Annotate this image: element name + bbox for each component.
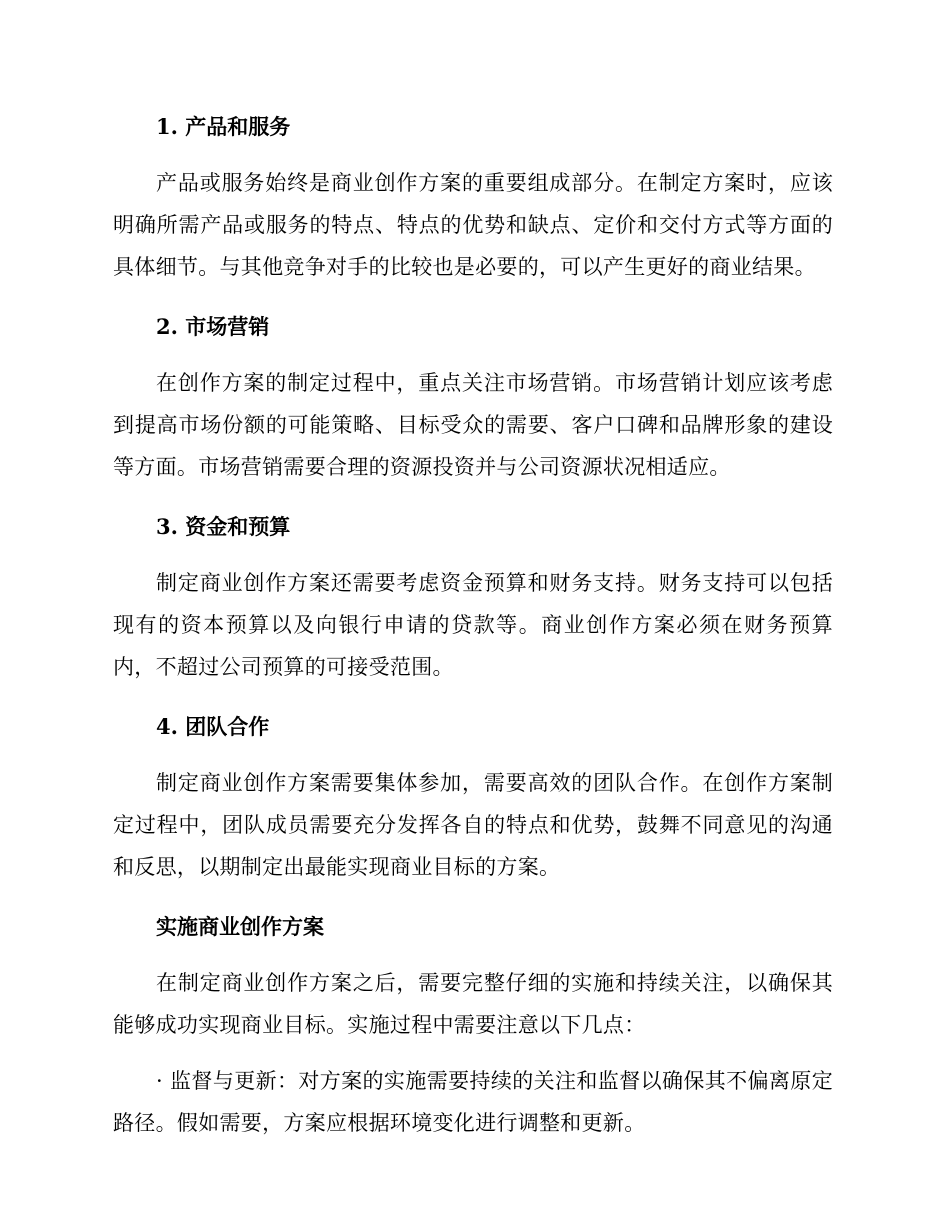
section-paragraph-marketing: 在创作方案的制定过程中，重点关注市场营销。市场营销计划应该考虑到提高市场份额的可能策略、目标受众的需要、客户口碑和品牌形象的建设等方面。市场营销需要合理的资源投资并与公司资源状况相适应。 [113, 371, 833, 479]
section-paragraph-implementation: 在制定商业创作方案之后，需要完整仔细的实施和持续关注，以确保其能够成功实现商业目标。实施过程中需要注意以下几点： [113, 971, 833, 1037]
bullet-item-monitoring: · 监督与更新：对方案的实施需要持续的关注和监督以确保其不偏离原定路径。假如需要，方案应根据环境变化进行调整和更新。 [113, 1069, 833, 1135]
section-paragraph-budget: 制定商业创作方案还需要考虑资金预算和财务支持。财务支持可以包括现有的资本预算以及向银行申请的贷款等。商业创作方案必须在财务预算内，不超过公司预算的可接受范围。 [113, 571, 833, 679]
section-heading-products: 1. 产品和服务 [156, 114, 291, 139]
section-paragraph-teamwork: 制定商业创作方案需要集体参加，需要高效的团队合作。在创作方案制定过程中，团队成员需要充分发挥各自的特点和优势，鼓舞不同意见的沟通和反思，以期制定出最能实现商业目标的方案。 [113, 771, 833, 879]
section-heading-implementation: 实施商业创作方案 [156, 914, 324, 939]
document-body [113, 108, 833, 1144]
section-heading-marketing: 2. 市场营销 [156, 314, 270, 339]
section-heading-teamwork: 4. 团队合作 [156, 714, 270, 739]
section-heading-budget: 3. 资金和预算 [156, 514, 291, 539]
section-paragraph-products: 产品或服务始终是商业创作方案的重要组成部分。在制定方案时，应该明确所需产品或服务的特点、特点的优势和缺点、定价和交付方式等方面的具体细节。与其他竞争对手的比较也是必要的，可以产生更好的商业结果。 [113, 171, 833, 279]
